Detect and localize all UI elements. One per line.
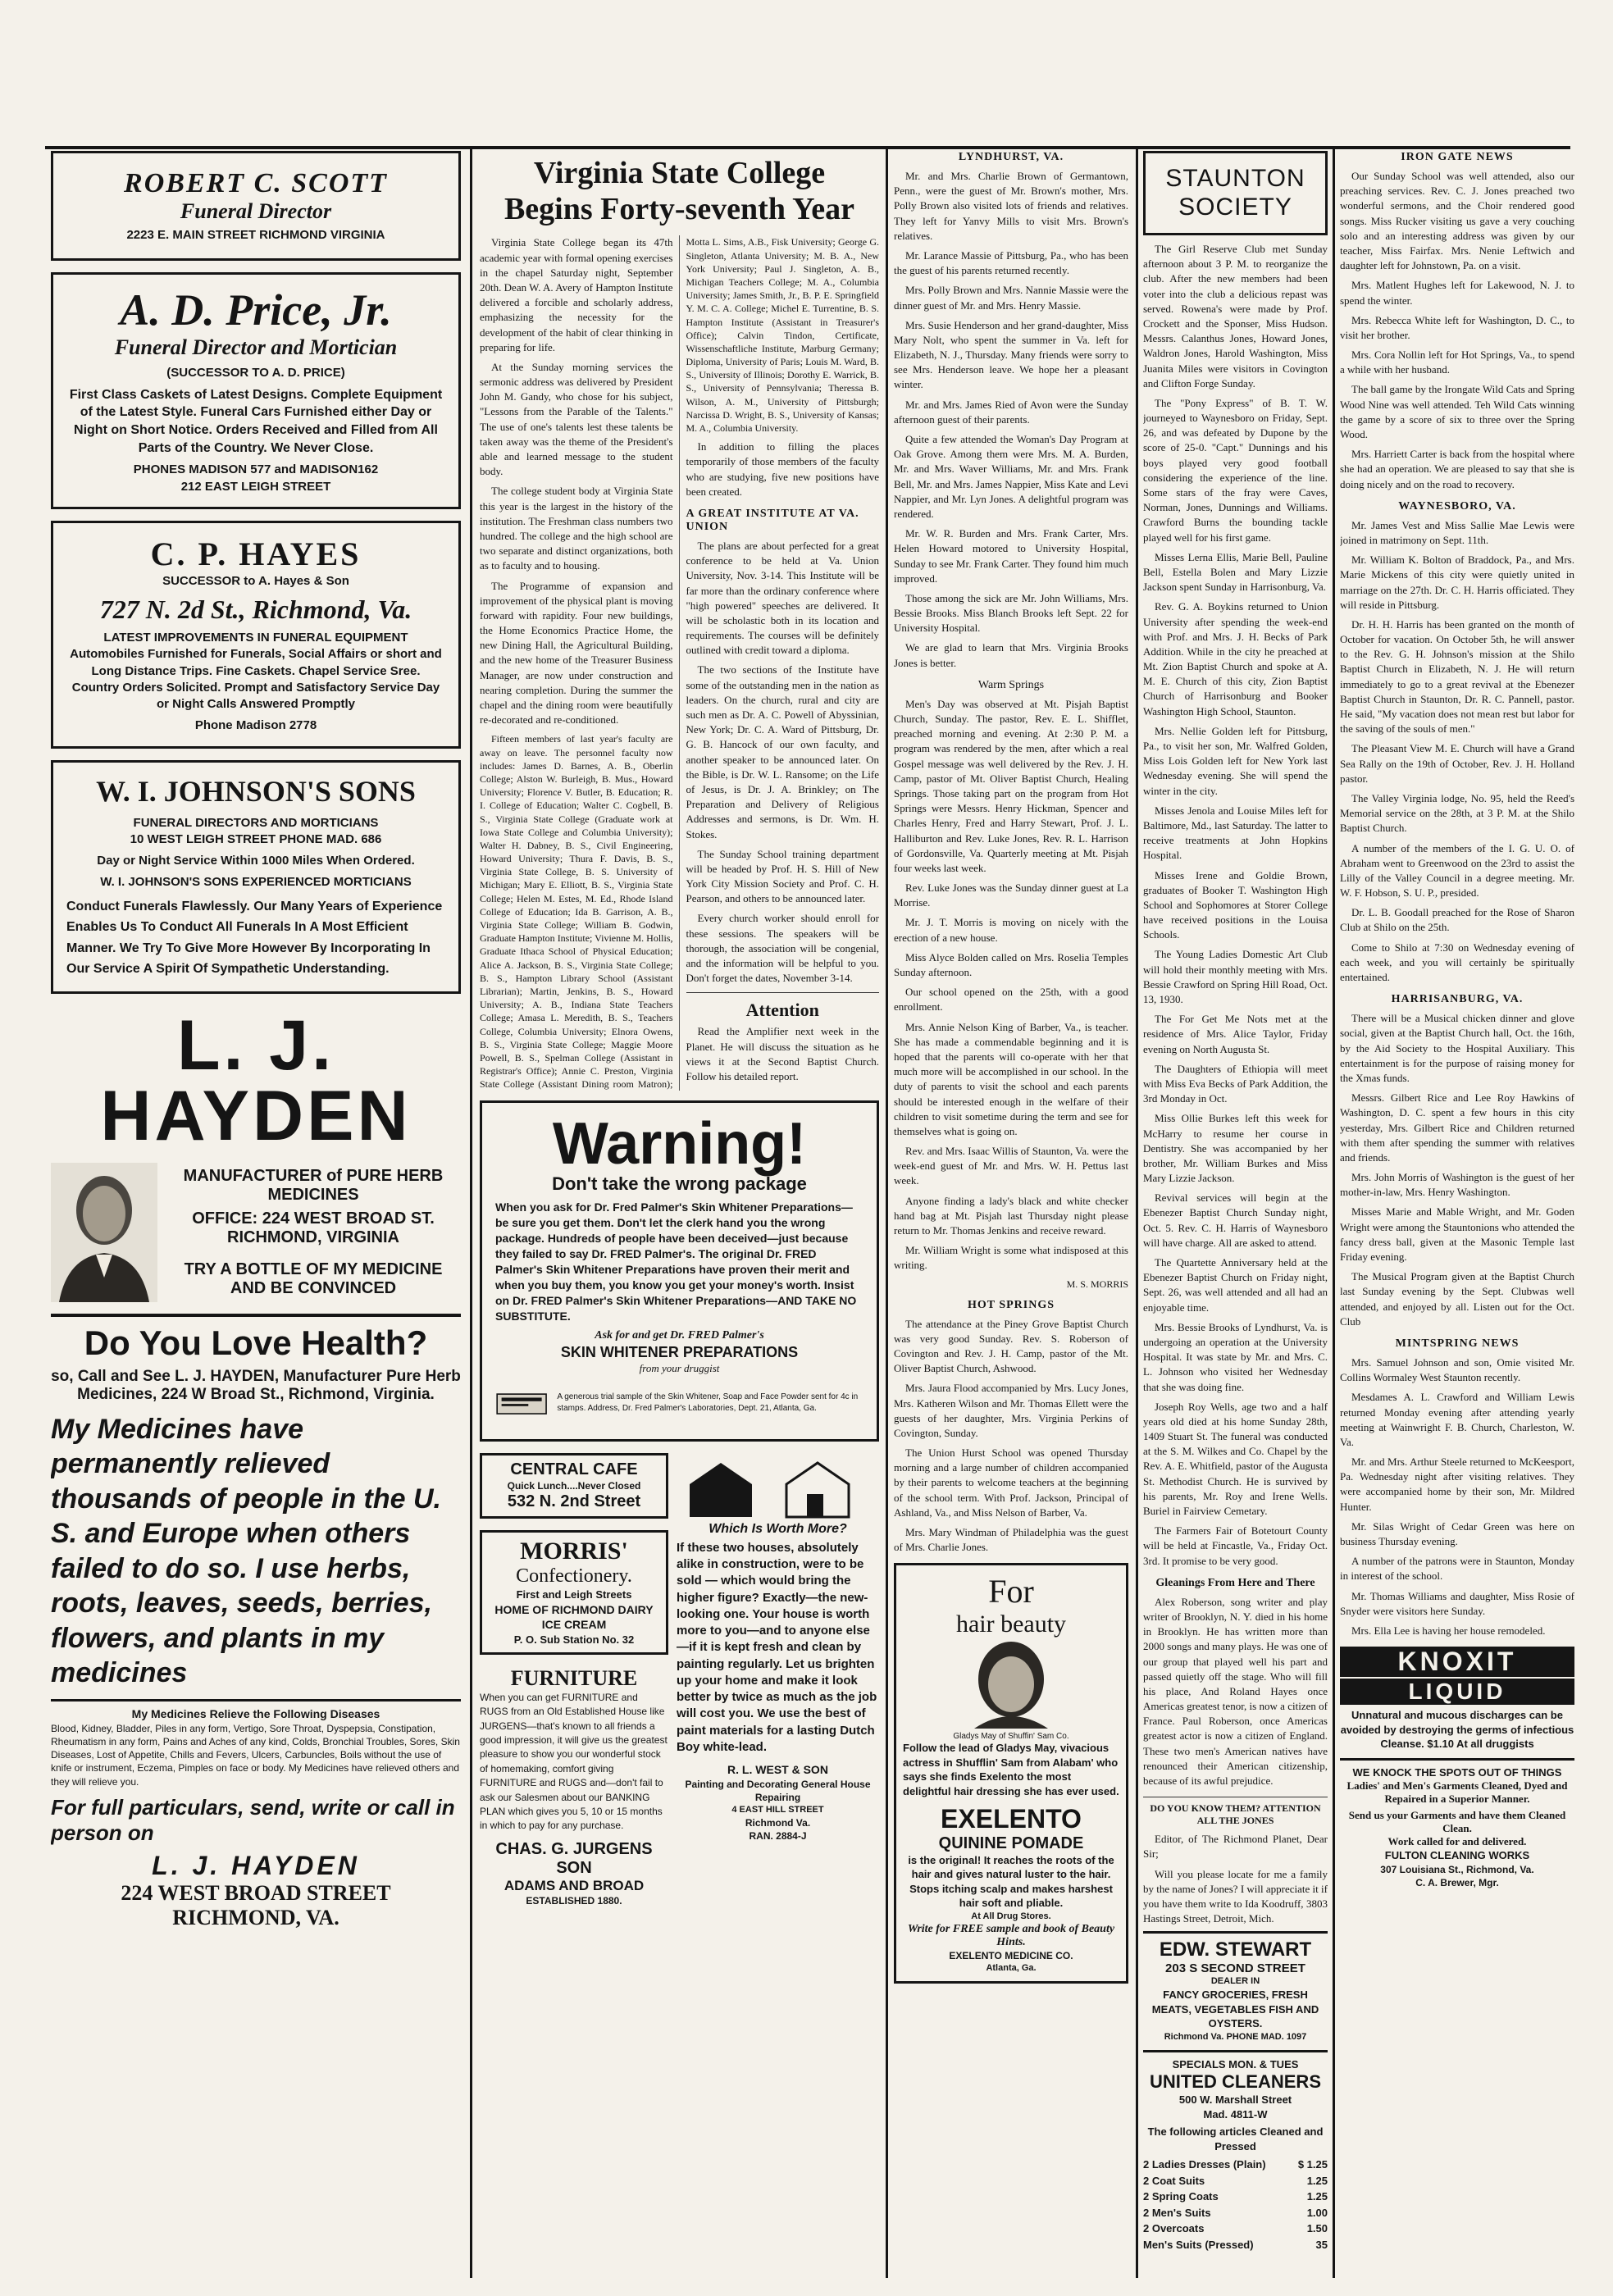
price-role: Funeral Director and Mortician <box>114 335 398 359</box>
lyndhurst-p8: Those among the sick are Mr. John Williams, Mrs. Bessie Brooks. Miss Blanch Brooks left Sept. 22 for University Hospital. <box>894 591 1128 635</box>
stewart-name: EDW. STEWART <box>1159 1938 1312 1961</box>
exelento-body: Follow the lead of Gladys May, vivacious actress in Shufflin' Sam from Alabam' who says she finds Exelento the most delightful hair dressing she has ever used. <box>903 1742 1119 1798</box>
price-phones: PHONES MADISON 577 and MADISON162 <box>133 462 379 477</box>
stewart-addr: 203 S SECOND STREET <box>1165 1961 1305 1976</box>
waynesboro-head: WAYNESBORO, VA. <box>1398 499 1516 512</box>
morris-kind: Confectionery. <box>516 1565 632 1588</box>
exelento-claim: is the original! It reaches the roots of the hair and gives natural luster to the hair. Stops itching scalp and makes harshest hair soft and pliable. <box>908 1853 1114 1910</box>
mint-p3: Mr. and Mrs. Arthur Steele returned to McKeesport, Pa. Wednesday night after visiting relatives. They were accompanied home by their son, Mr. Mildred Hunter. <box>1340 1456 1574 1513</box>
lyndhurst-p1: Mr. and Mrs. Charlie Brown of Germantown, Penn., were the guest of Mr. Brown's mother, Mrs. Polly Brown also visited lots of friends and relatives. They left for Yanvy Mills to visit Mrs. Brown's relatives. <box>894 170 1128 242</box>
warning-ad <box>480 1100 879 1441</box>
hayden-relieve-head: My Medicines Relieve the Following Diseases <box>131 1706 380 1720</box>
hayes-ad <box>51 521 461 749</box>
mint-p7: Mrs. Ella Lee is having her house remodeled. <box>1351 1624 1546 1637</box>
price-value: 1.00 <box>1306 2206 1328 2219</box>
knoxit-body: Unnatural and mucous discharges can be avoided by destroying the germs of infectious Cleanse. $1.10 At all druggists <box>1340 1709 1574 1751</box>
fulton-mgr: C. A. Brewer, Mgr. <box>1415 1877 1499 1889</box>
staunton-p16: The Farmers Fair of Botetourt County will be held at Fincastle, Va., Friday Oct. 3rd. It promise to be very good. <box>1143 1524 1328 1567</box>
way-p3: Dr. H. H. Harris has been granted on the month of October for vacation. On October 5th, he will answer to the Rev. G. H. Johnson's mission at the Shilo Baptist Church in Elizabeth, N. J. He will return immediately to go to a great revival at the Ebenezer Baptist Church in Staunton, Dr. R. C. Pannell, pastor. He said, "My vacation does not mean rest but labor for the saving of the souls of men." <box>1340 617 1574 736</box>
worth-title: Which Is Worth More? <box>709 1521 847 1536</box>
column-3 <box>894 151 1128 2283</box>
way-p2: Mr. William K. Bolton of Braddock, Pa., and Mrs. Marie Mickens of this city were quietly united in marriage on the 27th. Dr. C. H. Harris officiated. They will reside in Pittsburg. <box>1340 554 1574 611</box>
vsc-headline: Virginia State College Begins Forty-seventh Year <box>503 156 855 226</box>
warm-p6: Mrs. Annie Nelson King of Barber, Va., is teacher. She has made a commendable beginning and it is hoped that the parents will co-operate with her that much more will be accomplished in our school. In the duty of parents to visit the school and each parents should be interested enough in the welfare of their children to visit sometime during the term and see for themselves what is going on. <box>894 1020 1128 1137</box>
fulton-call: Work called for and delivered. <box>1387 1835 1527 1848</box>
jurgens-ad <box>480 1666 668 1907</box>
cleaners-special: SPECIALS MON. & TUES <box>1172 2057 1299 2070</box>
way-p7: Dr. L. B. Goodall preached for the Rose of Sharon Club at Shilo on the 25th. <box>1340 906 1574 934</box>
jurgens-title: FURNITURE <box>510 1665 638 1690</box>
staunton-p1: The Girl Reserve Club met Sunday afternoon about 3 P. M. to reorganize the club. After the new members had been voter into the club a delicious repast was served. Rowena's were made by Prof. Crockett and the Sponser, Miss Hudson. Messrs. Calanthus Jones, Howard Jones, Waldron Jones, Harold Washington, Miss Juanita Miles were visitors in Covington and Clifton Forge Sunday. <box>1143 243 1328 390</box>
cleaners-phone: Mad. 4811-W <box>1203 2107 1268 2121</box>
institute-head: A GREAT INSTITUTE AT VA. UNION <box>686 507 859 533</box>
morris-name: MORRIS' <box>520 1538 628 1565</box>
price-value: 1.50 <box>1306 2222 1328 2235</box>
jurgens-loc: ADAMS AND BROAD <box>503 1877 645 1893</box>
jurgens-body: When you can get FURNITURE and RUGS from an Old Established House like JURGENS—that's known to all friends a good impression, it will give us the greatest pleasure to show you our wonderful stock of homemaking, comfort giving FURNITURE and RUGS and—don't fail to ask our Salesmen about our BANKING PLAN which gives you 5, 10 or 15 months in which to pay for any purchase. <box>480 1691 668 1832</box>
scott-address: 2223 E. MAIN STREET RICHMOND VIRGINIA <box>126 228 385 242</box>
hayden-maker: MANUFACTURER of PURE HERB MEDICINES <box>183 1166 444 1204</box>
column-rule-3 <box>1136 146 1138 2278</box>
fulton-addr: 307 Louisiana St., Richmond, Va. <box>1380 1863 1534 1875</box>
vsc-p2: At the Sunday morning services the sermonic address was delivered by President John M. Gandy, who chose for his subject, "Lessons from the Parable of the Talents." The use of one's talents lest these talents be taken away was the theme of the President's able and learned message to the student body. <box>480 360 673 478</box>
vsc-p6: In addition to filling the places temporarily of those members of the faculty who are studying, five new positions have been created. <box>686 440 879 498</box>
west-trade: Painting and Decorating General House Repairing <box>685 1779 871 1804</box>
exelento-title: hair beauty <box>955 1610 1067 1638</box>
price-address: 212 EAST LEIGH STREET <box>180 479 331 494</box>
staunton-p12: Revival services will begin at the Ebenezer Baptist Church Sunday night, Oct. 5. Rev. C. H. Harris of Waynesboro will have charge. All are asked to attend. <box>1143 1191 1328 1249</box>
johnson-name: W. I. JOHNSON'S SONS <box>96 774 416 808</box>
johnson-address: 10 WEST LEIGH STREET PHONE MAD. 686 <box>130 831 382 846</box>
cleaners-name: UNITED CLEANERS <box>1149 2071 1321 2093</box>
column-1-ads <box>51 151 461 2283</box>
warning-ask: Ask for and get Dr. FRED Palmer's <box>595 1328 764 1342</box>
cleaners-price-list <box>1143 2157 1328 2253</box>
morris-home: HOME OF RICHMOND DAIRY ICE CREAM <box>494 1602 654 1632</box>
hayes-body: LATEST IMPROVEMENTS IN FUNERAL EQUIPMENT Automobiles Furnished for Funerals, Social Affairs or short and Long Distance Trips. Fine Caskets. Chapel Service Sree. Country Orders Solicited. Prompt and Satisfactory Service Day or Night Calls Answered Promptly <box>70 631 442 712</box>
west-addr: 4 EAST HILL STREET <box>731 1805 824 1815</box>
hayden-call: so, Call and See L. J. HAYDEN, Manufacturer Pure Herb Medicines, 224 W Broad St., Richmond, Virginia. <box>51 1367 461 1403</box>
iron-p2: Mrs. Matlent Hughes left for Lakewood, N. J. to spend the winter. <box>1340 279 1574 307</box>
column-rule-1 <box>470 146 472 2278</box>
staunton-p13: The Quartette Anniversary held at the Ebenezer Baptist Church on Friday night, Sept. 26, was well attended and all had an enjoyable time. <box>1143 1256 1328 1314</box>
staunton-p4: Rev. G. A. Boykins returned to Union University after spending the week-end with Prof. and Mrs. J. H. Becks of Park Addition. While in the city he preached at Mt. Zion Baptist Church and spoke at A. M. E. Church of this city, Zion Baptist Church of Harrisonburg and Booker Washington High School, Staunton. <box>1143 600 1328 718</box>
staunton-p10: The Daughters of Ethiopia will meet with Miss Eva Becks of Park Addition, the 3rd Monday in Oct. <box>1143 1062 1328 1105</box>
warm-p4: Miss Alyce Bolden called on Mrs. Roselia Temples Sunday afternoon. <box>894 950 1128 978</box>
cleaners-ad <box>1143 2050 1328 2253</box>
price-value: $ 1.25 <box>1297 2158 1328 2171</box>
johnson-exp: W. I. JOHNSON'S SONS EXPERIENCED MORTICIANS <box>100 875 412 890</box>
hayden-relieve: Blood, Kidney, Bladder, Piles in any form, Vertigo, Sore Throat, Dyspepsia, Constipation, Rheumatism in any form, Pains and Aches of any kind, Colds, Bronchial Troubles, Sores, Skin Diseases, Lost of Appetite, Chills and Fevers, Ulcers, Carbuncles, Boils without the use of knife or instrument, Eczema, Pimples on face or body. My Medicines have relieved others and they will relieve you. <box>51 1722 460 1788</box>
gleanings-p1: Alex Roberson, song writer and play writer of Brooklyn, N. Y. died in his home in Brooklyn. He has written more than 2000 songs and many plays. He was one of our group that played well his part and passed quietly off the stage. Who will fill his place, And Roland Hayes once Americas greatest tenor, is now a citizen of France. Paul Roberson, once Americas greatest actor is now a citizen of England. These two men's American natives have renounced their American citizenship, because of its awful prejudice. <box>1143 1595 1328 1787</box>
exelento-ad <box>894 1563 1128 1983</box>
jones-p1: Editor, of The Richmond Planet, Dear Sir; <box>1143 1833 1328 1861</box>
warm-p8: Anyone finding a lady's black and white checker hand bag at Mt. Pisjah last Thursday night please return to Mr. Thomas Jenkins and receive reward. <box>894 1194 1128 1237</box>
jones-p2: Will you please locate for me a family by the name of Jones? I will appreciate it if you have them write to Ida Koodruff, 3803 Hastings Street, Detroit, Mich. <box>1143 1867 1328 1925</box>
price-body: First Class Caskets of Latest Designs. Complete Equipment of the Latest Style. Funeral Cars Furnished either Day or Night on Short Notice. Orders Received and Filled from All Parts of the Country. We Never Close. <box>69 387 443 455</box>
harrisanburg-head: HARRISANBURG, VA. <box>1391 993 1524 1006</box>
warm-p5: Our school opened on the 25th, with a good enrollment. <box>894 986 1128 1014</box>
price-row <box>1143 2221 1328 2237</box>
mint-p4: Mr. Silas Wright of Cedar Green was here on business Thursday evening. <box>1340 1519 1574 1547</box>
morris-loc: First and Leigh Streets <box>516 1588 632 1601</box>
fulton-send: Send us your Garments and have them Cleaned Clean. <box>1348 1809 1566 1835</box>
cafe-tag: Quick Lunch....Never Closed <box>507 1479 641 1492</box>
morris-ad <box>480 1530 668 1655</box>
way-p8: Come to Shilo at 7:30 on Wednesday evening of each week, and you will certainly be spiritually entertained. <box>1340 941 1574 983</box>
hayden-portrait-icon <box>51 1163 157 1302</box>
harr-p2: Messrs. Gilbert Rice and Lee Roy Hawkins of Washington, D. C. spent a few hours in this city yesterday, Mrs. Gilbert Rice and Children returned with them after spending the summer with relatives and friends. <box>1340 1091 1574 1164</box>
lyndhurst-head: LYNDHURST, VA. <box>958 151 1064 163</box>
price-item: 2 Coat Suits <box>1143 2174 1205 2187</box>
lyndhurst-p3: Mrs. Polly Brown and Mrs. Nannie Massie were the dinner guest of Mr. and Mrs. Henry Massie. <box>894 284 1128 312</box>
price-row <box>1143 2173 1328 2189</box>
price-item: Men's Suits (Pressed) <box>1143 2238 1254 2251</box>
staunton-p2: The "Pony Express" of B. T. W. journeyed to Waynesboro on Friday, Sept. 26, and was defeated by Dupone by the score of 25-0. "Capt." Dunnings and his boys played very good football considering the experience of the line. Some stars of the fray were Caves, Norman, Jones, Dunnings and Williams. Crawford Burns the bounding tackle played well for his first game. <box>1143 396 1328 544</box>
institute-p3: The Sunday School training department will be headed by Prof. H. S. Hill of New York City Mission Society and Prof. C. H. Pearson, and others to be announced later. <box>686 847 879 905</box>
west-city: Richmond Va. <box>745 1817 811 1829</box>
exelento-product: EXELENTO <box>941 1803 1082 1834</box>
warm-p1: Men's Day was observed at Mt. Pisjah Baptist Church, Sunday. The pastor, Rev. E. L. Shifflet, preached morning and evening. At 2:30 P. M. a program was rendered by the men, after which a real Gospel message was well delivered by the Rev. J. H. Camp, pastor of Mt. Oliver Baptist Church, Healing Springs. Those taking part on the program from Hot Springs were Messrs. Henry Hickman, Spencer and Charles Henry, Fred and Harry Stewart, Prof. J. L. Halliburton and Rev. Luke Jones, Rev. R. L. Harrison of Gordonsville, Va. Quarterly meeting at Mt. Pisjah four weeks last week. <box>894 697 1128 874</box>
way-p4: The Pleasant View M. E. Church will have a Grand Sea Rally on the 19th of October, Rev. J. H. Holland pastor. <box>1340 742 1574 785</box>
johnson-night: Day or Night Service Within 1000 Miles When Ordered. <box>97 854 415 868</box>
staunton-society-masthead <box>1143 151 1328 235</box>
exelento-write: Write for FREE sample and book of Beauty Hints. <box>907 1922 1115 1948</box>
column-5 <box>1340 151 1574 2283</box>
iron-p1: Our Sunday School was well attended, also our preaching services. Rev. C. J. Jones preached two wonderful sermons, and the Choir rendered good songs. Miss Rucker visiting us gave a very couching solo and an interesting address was given by our teacher, Miss Fairfax. Mrs. Nenie Leftwich and daughter left for Johnstown, Pa. on a visit. <box>1340 170 1574 272</box>
cafe-ad <box>480 1453 668 1519</box>
price-ad <box>51 272 461 509</box>
cafe-name: CENTRAL CAFE <box>510 1460 638 1478</box>
institute-p2: The two sections of the Institute have some of the outstanding men in the nation as leaders. On the church, rural and city are such men as Dr. A. C. Powell of Abyssinian, New York; Dr. C. A. Ward of Pittsburg, Dr. G. B. Hancock of our own faculty, and another speaker to be announced later. On the Bible, is Dr. W. L. Ransome; on the Life of Jesus, is Dr. J. A. Brinkley; on The Preparation and Delivery of Religious Addresses and sermons, is Dr. Wm. H. Stokes. <box>686 663 879 840</box>
institute-p1: The plans are about perfected for a great conference to be held at Va. Union University, Nov. 3-14. This Institute will be far more than the ordinary conference where "high powered" speeches are delivered. It will be scholastic both in its location and requirements. The courses will be definitely outlined with credit toward a diploma. <box>686 539 879 657</box>
attention-body: Read the Amplifier next week in the Planet. He will discuss the situation as he views it at the Second Baptist Church. Follow his detailed report. <box>686 1025 879 1082</box>
worth-body: If these two houses, absolutely alike in construction, were to be sold — which would bring the higher figure? Exactly—the new-looking one. Your house is worth more to you—and to anyone else—if it is kept fresh and clean by painting regularly. Let us brighten up your home and make it look better by twice as much as the job will cost you. We use the best of paint materials for a lasting Dutch Boy white-lead. <box>677 1540 877 1754</box>
knoxit-name: KNOXIT <box>1340 1647 1574 1677</box>
johnson-body: Conduct Funerals Flawlessly. Our Many Years of Experience Enables Us To Conduct All Funerals In A Most Efficient Manner. We Try To Give More However By Incorporating In Our Service A Spirit Of Sympathetic Understanding. <box>66 899 443 977</box>
staunton-p14: Mrs. Bessie Brooks of Lyndhurst, Va. is undergoing an operation at the University Hospital. It was state by Mr. and Mrs. C. L. Johnson who visited her Wednesday that she was doing fine. <box>1143 1320 1328 1393</box>
price-value: 1.25 <box>1306 2190 1328 2203</box>
harr-p4: Misses Marie and Mable Wright, and Mr. Goden Wright were among the Stauntonions who attended the fancy dress ball, given at the Masonic Temple last Friday evening. <box>1340 1205 1574 1263</box>
knoxit-ad <box>1340 1647 1574 1752</box>
mint-p6: Mr. Thomas Williams and daughter, Miss Rosie of Snyder were visitors here Sunday. <box>1340 1589 1574 1617</box>
price-item: 2 Overcoats <box>1143 2222 1205 2235</box>
jurgens-est: ESTABLISHED 1880. <box>526 1894 622 1906</box>
column-rule-4 <box>1333 146 1335 2278</box>
jones-head: DO YOU KNOW THEM? ATTENTION ALL THE JONES <box>1143 1797 1328 1827</box>
stewart-ad <box>1143 1931 1328 2043</box>
cleaners-addr: 500 W. Marshall Street <box>1178 2093 1292 2107</box>
hot-p4: Mrs. Mary Windman of Philadelphia was the guest of Mrs. Charlie Jones. <box>894 1526 1128 1554</box>
way-p1: Mr. James Vest and Miss Sallie Mae Lewis were joined in matrimony on Sept. 11th. <box>1340 518 1574 546</box>
vsc-p3: The college student body at Virginia State this year is the largest in the history of the institution. The Freshman class numbers two hundred. The college and the high school are two separate and distinct organizations, both as to faculty and to housing. <box>480 485 673 572</box>
hayden-ad <box>51 1005 461 1930</box>
staunton-p9: The For Get Me Nots met at the residence of Mrs. Alice Taylor, Friday evening on North Augusta St. <box>1143 1013 1328 1055</box>
column-rule-2 <box>886 146 888 2278</box>
staunton-p11: Miss Ollie Burkes left this week for McHarry to resume her course in Dentistry. She was accompanied by her brother, Mr. William Burkes and Miss Mary Lizzie Jackson. <box>1143 1112 1328 1185</box>
price-successor: (SUCCESSOR TO A. D. PRICE) <box>166 365 345 380</box>
harr-p1: There will be a Musical chicken dinner and glove social, given at the Baptist Church hall, Oct. the 16th, by the Aid Society to the Hospital Auxiliary. This entertainment is for the purpose of raising money for the Xmas funds. <box>1340 1012 1574 1084</box>
price-row <box>1143 2205 1328 2221</box>
skin-whitener-box-icon <box>495 1378 549 1428</box>
warning-drug: from your druggist <box>639 1361 720 1374</box>
staunton-p5: Mrs. Nellie Golden left for Pittsburg, Pa., to visit her son, Mr. Walfred Golden, Miss Lois Golden left for New York last Wednesday evening. She will spend the winter in the city. <box>1143 724 1328 797</box>
cleaners-intro: The following articles Cleaned and Pressed <box>1147 2125 1324 2152</box>
price-row <box>1143 2189 1328 2205</box>
warm-signature: M. S. MORRIS <box>1066 1278 1128 1290</box>
stewart-goods: FANCY GROCERIES, FRESH MEATS, VEGETABLES FISH AND OYSTERS. <box>1151 1988 1319 2030</box>
hayden-health: Do You Love Health? <box>84 1323 428 1362</box>
exelento-city: Atlanta, Ga. <box>986 1962 1037 1973</box>
staunton-p15: Joseph Roy Wells, age two and a half years old died at his home Sunday 28th, 1409 Stuart St. The funeral was conducted at the S. M. Wilkes and Co. Chapel by the Rev. A. E. Whitfield, pastor of the Augusta St. Methodist Church. He is survived by his parents, Mr. Roy and Irene Wells. Buriel in Fairview Cemetary. <box>1143 1400 1328 1517</box>
actress-portrait-icon <box>950 1638 1073 1729</box>
warning-sample: A generous trial sample of the Skin Whitener, Soap and Face Powder sent for 4c in stamps. Address, Dr. Fred Palmer's Laboratories, Dept. 21, Atlanta, Ga. <box>557 1392 859 1413</box>
price-name: A. D. Price, Jr. <box>120 285 392 335</box>
warm-p7: Rev. and Mrs. Isaac Willis of Staunton, Va. were the week-end guest of Mr. and Mrs. W. H. Pettus last week. <box>894 1145 1128 1187</box>
hayden-particulars: For full particulars, send, write or call in person on <box>51 1794 455 1845</box>
warm-p2: Rev. Luke Jones was the Sunday dinner guest at La Morrise. <box>894 882 1128 909</box>
column-2 <box>480 151 879 2283</box>
staunton-p6: Misses Jenola and Louise Miles left for Baltimore, Md., last Saturday. The latter to receive treatments at John Hopkins Hospital. <box>1143 804 1328 862</box>
west-phone: RAN. 2884-J <box>749 1830 807 1843</box>
hayden-street: 224 WEST BROAD STREET <box>121 1880 391 1905</box>
way-p5: The Valley Virginia lodge, No. 95, held the Reed's Memorial service on the 28th, at 3 P. M. at the Shilo Baptist Church. <box>1340 791 1574 835</box>
jurgens-name: CHAS. G. JURGENS SON <box>495 1839 653 1877</box>
iron-p4: Mrs. Cora Nollin left for Hot Springs, Va., to spend a while with her husband. <box>1340 348 1574 376</box>
top-rule <box>45 146 1570 149</box>
attention-head: Attention <box>686 992 880 1021</box>
two-houses-icon <box>680 1453 877 1519</box>
lyndhurst-p5: Mr. and Mrs. James Ried of Avon were the Sunday afternoon guest of their parents. <box>894 398 1128 426</box>
scott-role: Funeral Director <box>180 199 332 223</box>
hayden-office: OFFICE: 224 WEST BROAD ST. RICHMOND, VIRGINIA <box>192 1209 435 1246</box>
scott-ad <box>51 151 461 261</box>
knoxit-sub: LIQUID <box>1340 1679 1574 1705</box>
staunton-title: STAUNTON SOCIETY <box>1165 165 1305 221</box>
hot-springs-head: HOT SPRINGS <box>967 1298 1055 1311</box>
exelento-sub: QUININE POMADE <box>938 1834 1084 1852</box>
price-row <box>1143 2237 1328 2253</box>
mint-p2: Mesdames A. L. Crawford and William Lewis returned Monday evening after attending yearly meeting at Wainwright F. B. Church, Charleston, W. Va. <box>1340 1391 1574 1448</box>
hayden-name: L. J. HAYDEN <box>100 1005 412 1155</box>
price-value: 35 <box>1315 2238 1328 2251</box>
vsc-p1: Virginia State College began its 47th academic year with formal opening exercises in the chapel Saturday night, September 20th. Dean W. A. Avery of Hampton Institute delivered a forcible and scholarly address, emphasizing the necessity for the development of the habit of clear thinking in preparing for life. <box>480 236 673 353</box>
exelento-for: For <box>988 1573 1034 1610</box>
iron-p3: Mrs. Rebecca White left for Washington, D. C., to visit her brother. <box>1340 313 1574 341</box>
fulton-head: WE KNOCK THE SPOTS OUT OF THINGS <box>1352 1765 1562 1779</box>
vsc-p5: Fifteen members of last year's faculty are away on leave. The personnel faculty now includes: James D. Barnes, A. B., Oberlin College; Alston W. Burleigh, B. Mus., Howard University; Florence V. Butler, B. Education; R. I. College of Education; Walter C. Cogbell, B. S., Virginia State College (Graduate work at Iowa State College and Columbia University); Walter H. Dabney, B. S., Civil Engineering, Howard University; Thura F. Davis, B. S., Virginia State College, B. S. University of Michigan; Mary E. Elliott, B. S., Virginia State College; Helen M. Estes, M. Ed., Rhode Island College of Education; Ida B. Garrison, A. B., Virginia State College; William B. Godwin, Graduate Hampton Institute; Vivienne M. Hollis, Graduate Ithaca School of Physical Education; Alice A. Jackson, B. S., Virginia State College; B. S., Hampton Library School (Assistant Librarian); Martin, Jenkins, B. S., Howard University; A. B., Indiana State Teachers College; Amasa L. Meredith, B. S., Teachers College, Columbia University; Elnora Owens, B. S., Virginia State College; Maggie Moore Powell, B. S., Spelman College (Assistant in Registrar's Office); Annie C. Preston, Virginia State College (Assistant Dining room Matron); Motta L. Sims, A.B., Fisk University; George G. Singleton, Atlanta University; M. B. A., New York University; Paul J. Singleton, A. B., Michigan Teachers College; M. A., Columbia University; James Smith, Jr., B. P. E. Springfield Y. M. C. A. College; Michel E. Turrentine, B. S. Hampton Institute (Assistant in Treasurer's Office); Calvin Tindon, Certificate, Wissenschaftliche Institute, Marburg Germany; Diploma, University of Paris; Louis M. Ward, B. S., University of Illinois; Dorothy E. Warrick, B. S., University of Pennsylvania; Theressa B. Wilson, A. M., University of Pittsburgh; Narcissa D. Wright, B. S., University of Kansas; M. A., Columbia University. <box>480 236 879 1091</box>
harr-p3: Mrs. John Morris of Washington is the guest of her mother-in-law, Mrs. Henry Washington. <box>1340 1171 1574 1199</box>
price-item: 2 Men's Suits <box>1143 2206 1211 2219</box>
price-item: 2 Ladies Dresses (Plain) <box>1143 2158 1266 2171</box>
hot-p3: The Union Hurst School was opened Thursday morning and a large number of children accompanied by their parents to welcome teachers at the beginning of the school term. With Prof. Jackson, Principal of Ashland, Va., and Miss Nelson of Barber, Va. <box>894 1446 1128 1519</box>
lyndhurst-p6: Quite a few attended the Woman's Day Program at Oak Grove. Among them were Mrs. M. A. Burden, Mr. and Mrs. Waver Williams, Mr. and Mrs. Frank Bell, Mr. and Mrs. James Nappier, Miss Kate and Levi Nappier, and Mr. Lyn Jones. A delightful program was rendered. <box>894 433 1128 520</box>
exelento-co: EXELENTO MEDICINE CO. <box>949 1949 1073 1961</box>
hayden-city: RICHMOND, VA. <box>172 1905 339 1929</box>
hayes-address: 727 N. 2d St., Richmond, Va. <box>99 594 412 625</box>
morris-po: P. O. Sub Station No. 32 <box>513 1633 635 1647</box>
exelento-caption: Gladys May of Shuffin' Sam Co. <box>953 1732 1069 1742</box>
fulton-name: FULTON CLEANING WORKS <box>1384 1849 1530 1862</box>
west-name: R. L. WEST & SON <box>727 1763 828 1777</box>
lyndhurst-p4: Mrs. Susie Henderson and her grand-daughter, Miss Mary Nolt, who spent the summer in Va. left for Elizabeth, N. J., Thursday. Many friends were sorry to see Mrs. Henderson leave. We hope her a pleasant winter. <box>894 318 1128 391</box>
stewart-dealer: DEALER IN <box>1210 1976 1260 1987</box>
mint-p1: Mrs. Samuel Johnson and son, Omie visited Mr. Collins Wormaley West Staunton recently. <box>1340 1355 1574 1384</box>
hot-p1: The attendance at the Piney Grove Baptist Church was very good Sunday. Rev. S. Roberson of Covington and Rev. J. H. Camp, pastor of the Mt. Oliver Baptist Church, Ashwood. <box>894 1317 1128 1375</box>
staunton-p3: Misses Lerna Ellis, Marie Bell, Pauline Bell, Estella Bolen and Mary Lizzie Jackson spent Sunday in Harrisonburg, Va. <box>1143 550 1328 594</box>
exelento-stores: At All Drug Stores. <box>971 1911 1051 1921</box>
hayes-successor: SUCCESSOR to A. Hayes & Son <box>162 573 349 588</box>
fulton-body: Ladies' and Men's Garments Cleaned, Dyed and Repaired in a Superior Manner. <box>1346 1779 1568 1806</box>
iron-p5: The ball game by the Irongate Wild Cats and Spring Wood Nine was well attended. Teh Wild Cats winning the game by a score of six to three over the Spring Wood. <box>1340 383 1574 440</box>
way-p6: A number of the members of the I. G. U. O. of Abraham went to Greenwood on the 23rd to assist the Lilly of the Valley Council in a degree meeting. Mr. W. F. Hobson, S. U. P., presided. <box>1340 841 1574 900</box>
price-item: 2 Spring Coats <box>1143 2190 1219 2203</box>
price-row <box>1143 2157 1328 2173</box>
institute-p4: Every church worker should enroll for these sessions. The speakers will be thorough, the association will be congenial, and the information will be helpful to you. Don't forget the dates, November 3-14. <box>686 912 879 985</box>
stewart-phone: Richmond Va. PHONE MAD. 1097 <box>1164 2031 1307 2042</box>
hayes-name: C. P. HAYES <box>150 535 362 572</box>
staunton-p8: The Young Ladies Domestic Art Club will hold their monthly meeting with Mrs. Bessie Crawford on Spring Hill Road, Oct. 13, 1930. <box>1143 948 1328 1005</box>
warm-p3: Mr. J. T. Morris is moving on nicely with the erection of a new house. <box>894 916 1128 944</box>
warning-sub: Don't take the wrong package <box>552 1173 807 1195</box>
johnson-ad <box>51 760 461 994</box>
warning-title: Warning! <box>552 1111 807 1178</box>
scott-name: ROBERT C. SCOTT <box>124 168 388 198</box>
hayden-claim: My Medicines have permanently relieved thousands of people in the U. S. and Europe when others failed to do so. I use herbs, roots, leaves, seeds, berries, flowers, and plants in my medicines <box>51 1413 441 1689</box>
lyndhurst-p9: We are glad to learn that Mrs. Virginia Brooks Jones is better. <box>894 641 1128 669</box>
iron-p6: Mrs. Harriett Carter is back from the hospital where she had an operation. We are pleased to say that she is doing nicely and on the road to recovery. <box>1340 448 1574 490</box>
lyndhurst-p7: Mr. W. R. Burden and Mrs. Frank Carter, Mrs. Helen Howard motored to University Hospital, Sunday to see Mr. Frank Carter. They found him much improved. <box>894 527 1128 585</box>
warning-body: When you ask for Dr. Fred Palmer's Skin Whitener Preparations—be sure you get them. Don't let the clerk hand you the wrong package. Hundreds of people have been deceived—just because they failed to say Dr. FRED Palmer's. The original Dr. FRED Palmer's Skin Whitener Preparations have proven their merit and when you buy them, you know you get your money's worth. Insist on Dr. FRED Palmer's Skin Whitener Preparations—AND TAKE NO SUBSTITUTE. <box>495 1200 857 1323</box>
mint-p5: A number of the patrons were in Staunton, Monday in interest of the school. <box>1340 1555 1574 1583</box>
lyndhurst-p2: Mr. Larance Massie of Pittsburg, Pa., who has been the guest of his parents returned recently. <box>894 248 1128 277</box>
staunton-p7: Misses Irene and Goldie Brown, graduates of Booker T. Washington High School and Sophomores at Storer College have received positions in the Louisa Schools. <box>1143 868 1328 941</box>
johnson-role: FUNERAL DIRECTORS AND MORTICIANS <box>133 815 379 830</box>
fulton-ad <box>1340 1758 1574 1889</box>
hot-p2: Mrs. Jaura Flood accompanied by Mrs. Lucy Jones, Mrs. Katheren Wilson and Mr. Thomas Ellett were the guests of her daughter, Mrs. Virginia Perkins of Covington, Sunday. <box>894 1382 1128 1439</box>
warning-product: SKIN WHITENER PREPARATIONS <box>560 1343 799 1360</box>
column-4 <box>1143 151 1328 2283</box>
warm-springs-head: Warm Springs <box>977 678 1045 691</box>
vsc-p4: The Programme of expansion and improvement of the physical plant is moving forward with rapidity. Four new buildings, the Home Economics Practice Home, the new Dining Hall, the Agricultural Building, and the new home of the Treasurer Business Manager, are now under construction and nearing completion. During the summer the chapel and the dining room were beautifully re-decorated and re-conditioned. <box>480 579 673 727</box>
hayden-sig: L. J. HAYDEN <box>152 1850 360 1880</box>
iron-gate-head: IRON GATE NEWS <box>1401 151 1514 163</box>
hayes-phone: Phone Madison 2778 <box>194 718 317 733</box>
hayden-try: TRY A BOTTLE OF MY MEDICINE AND BE CONVINCED <box>184 1260 443 1297</box>
gleanings-head: Gleanings From Here and There <box>1155 1576 1315 1589</box>
mintspring-head: MINTSPRING NEWS <box>1395 1337 1520 1350</box>
harr-p5: The Musical Program given at the Baptist Church last Sunday evening by the Sept. Clubwas well attended, and enjoyed by all. Listen out for the Oct. Club <box>1340 1270 1574 1328</box>
warm-p9: Mr. William Wright is some what indisposed at this writing. <box>894 1244 1128 1272</box>
price-value: 1.25 <box>1306 2174 1328 2187</box>
cafe-addr: 532 N. 2nd Street <box>507 1492 641 1511</box>
